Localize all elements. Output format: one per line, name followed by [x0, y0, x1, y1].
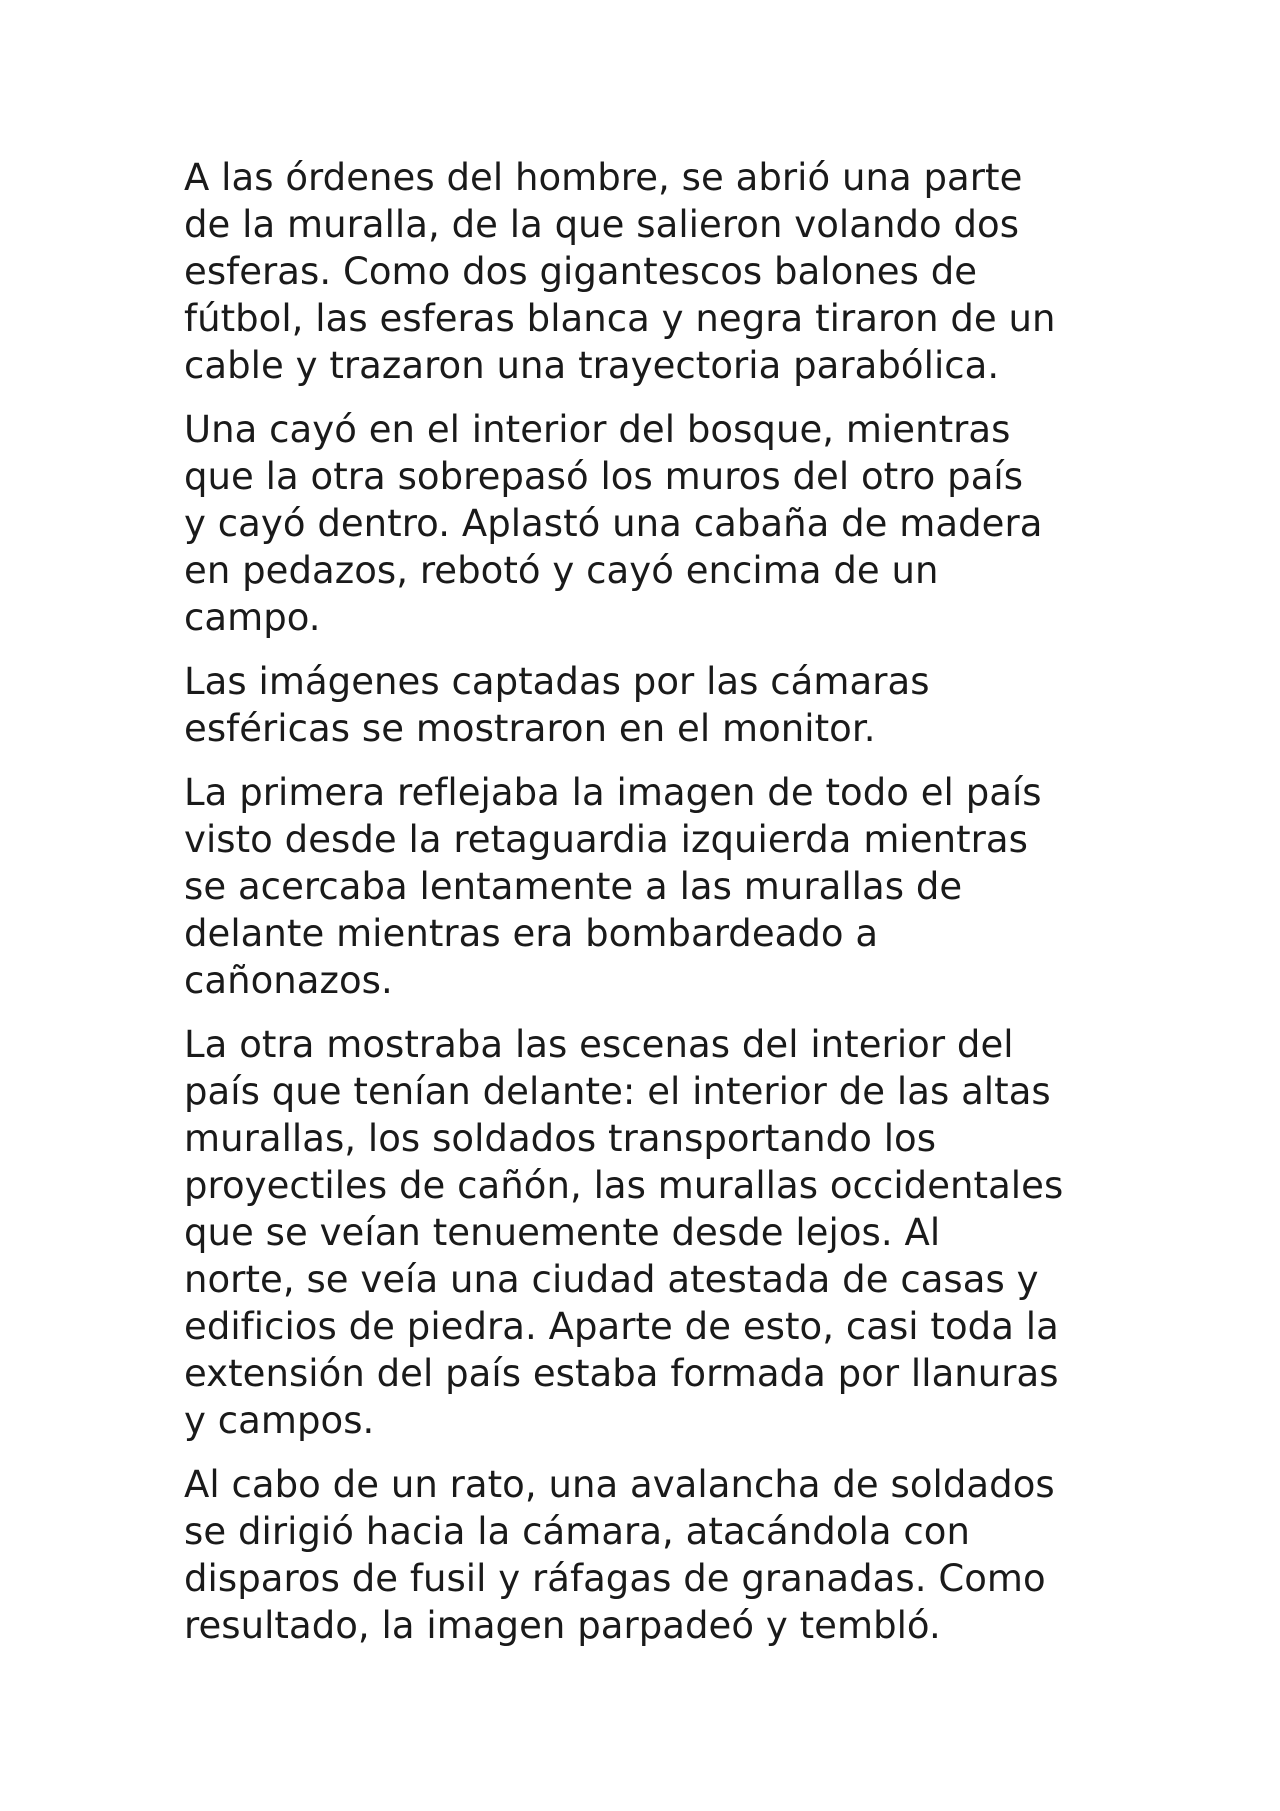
paragraph-4: La primera reflejaba la imagen de todo el país visto desde la retaguardia izquierda mientras se acercaba lentamente a las murallas de delante mientras era bombardeado a cañonazos.: [184, 771, 1042, 1002]
body-text: [184, 154, 1124, 1666]
paragraph-2: Una cayó en el interior del bosque, mientras que la otra sobrepasó los muros del otro país y cayó dentro. Aplastó una cabaña de madera en pedazos, rebotó y cayó encima de un campo.: [184, 408, 1043, 639]
paragraph-3: Las imágenes captadas por las cámaras esféricas se mostraron en el monitor.: [184, 660, 930, 750]
paragraph-6: Al cabo de un rato, una avalancha de soldados se dirigió hacia la cámara, atacándola con disparos de fusil y ráfagas de granadas. Como resultado, la imagen parpadeó y tembló.: [184, 1463, 1055, 1647]
paragraph-1: A las órdenes del hombre, se abrió una parte de la muralla, de la que salieron volando dos esferas. Como dos gigantescos balones de fútbol, las esferas blanca y negra tiraron de un cable y trazaron una trayectoria parabólica.: [184, 156, 1056, 387]
paragraph-5: La otra mostraba las escenas del interior del país que tenían delante: el interior de las altas murallas, los soldados transportando los proyectiles de cañón, las murallas occidentales que se veían tenuemente desde lejos. Al norte, se veía una ciudad atestada de casas y edificios de piedra. Aparte de esto, casi toda la extensión del país estaba formada por llanuras y campos.: [184, 1023, 1064, 1442]
